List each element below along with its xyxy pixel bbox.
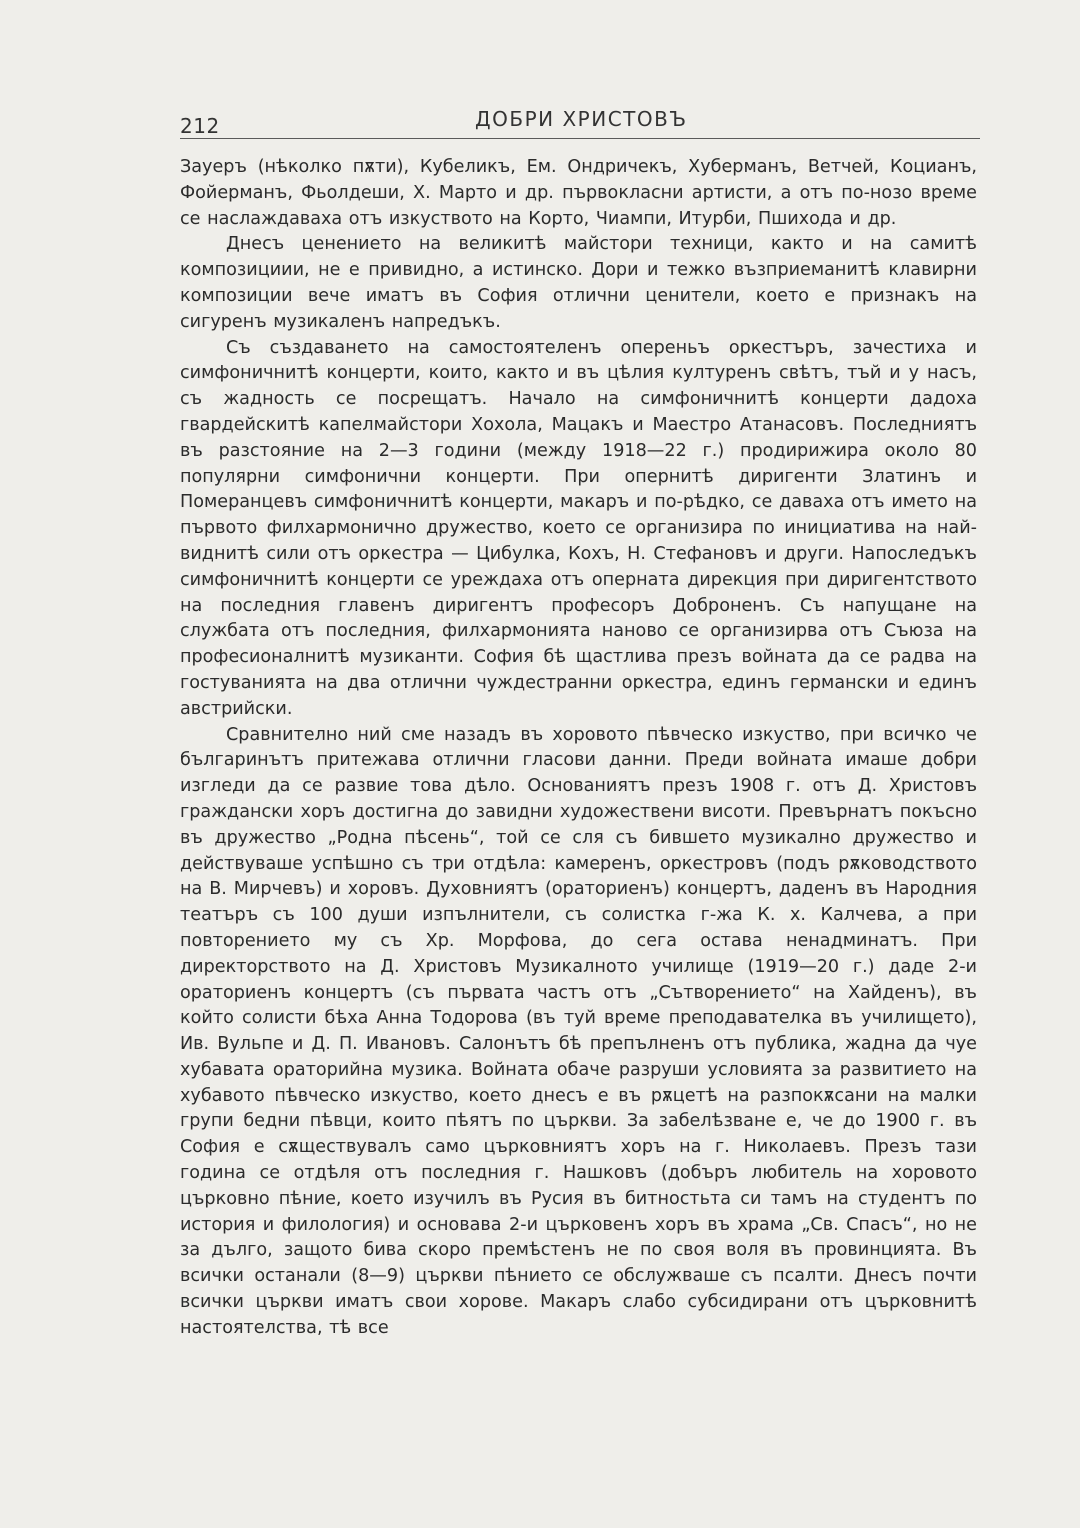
paragraph: Сравнително ний сме назадъ въ хоровото пѣвческо изкуство, при всичко че българинътъ притежава отлични гласови данни. Преди войната имаше добри изгледи да се развие това дѣло. Основаниятъ презъ 1908 г. отъ Д. Христовъ граждански хоръ достигна до завидни художествени висоти. Превърнатъ покъсно въ дружество „Родна пѣсень“, той се сля съ бившето музикално дружество и действуваше успѣшно съ три отдѣла: камеренъ, оркестровъ (подъ рѫководството на В. Мирчевъ) и хоровъ. Духовниятъ (ораториенъ) концертъ, даденъ въ Народния театъръ съ 100 души изпълнители, съ солистка г-жа К. х. Калчева, а при повторението му съ Хр. Морфова, до сега остава ненадминатъ. При директорството на Д. Христовъ Музикалното училище (1919—20 г.) даде 2-и ораториенъ концертъ (съ първата частъ отъ „Сътворението“ на Хайденъ), въ който солисти бѣха Анна Тодорова (въ туй време преподавателка въ училището), Ив. Вульпе и Д. П. Ивановъ. Салонътъ бѣ препълненъ отъ публика, жадна да чуе хубавата ораторийна музика. Войната обаче разруши условията за развитието на хубавото пѣвческо изкуство, което днесъ е въ рѫцетѣ на разпокѫсани на малки групи бедни пѣвци, които пѣятъ по църкви. За забелѣзване е, че до 1900 г. въ София е сѫществувалъ само църковниятъ хоръ на г. Николаевъ. Презъ тази година се отдѣля отъ последния г. Нашковъ (добъръ любитель на хоровото църковно пѣние, което изучилъ въ Русия въ битностьта си тамъ на студентъ по история и филология) и основава 2-и църковенъ хоръ въ храма „Св. Спасъ“, но не за дълго, защото бива скоро премѣстенъ не по своя воля въ провинцията. Въ всички останали (8—9) църкви пѣнието се обслужваше съ псалти. Днесъ почти всички църкви иматъ свои хорове. Макаръ слабо субсидирани отъ църковнитѣ настоятелства, тѣ все: [180, 724, 977, 1338]
page-number: 212: [180, 114, 220, 138]
paragraph-continued: Зауеръ (нѣколко пѫти), Кубеликъ, Ем. Ондричекъ, Хуберманъ, Ветчей, Коцианъ, Фойерманъ, Фьолдеши, Х. Марто и др. първокласни артисти, а отъ по-нозо време се наслаждаваха отъ изкуството на Корто, Чиампи, Итурби, Пшихода и др.: [180, 157, 977, 229]
paragraph: Съ създаването на самостоятеленъ опереньъ оркестъръ, зачестиха и симфоничнитѣ концерти, които, както и въ цѣлия културенъ свѣтъ, тъй и у насъ, съ жадность се посрещатъ. Начало на симфоничнитѣ концерти дадоха гвардейскитѣ капелмайстори Хохола, Мацакъ и Маестро Атанасовъ. Последниятъ въ разстояние на 2—3 години (между 1918—22 г.) продирижира около 80 популярни симфонични концерти. При опернитѣ диригенти Златинъ и Померанцевъ симфоничнитѣ концерти, макаръ и по-рѣдко, се даваха отъ името на първото филхармонично дружество, което се организира по инициатива на най-виднитѣ сили отъ оркестра — Цибулка, Кохъ, Н. Стефановъ и други. Напоследъкъ симфоничнитѣ концерти се уреждаха отъ оперната дирекция при диригентството на последния главенъ диригентъ професоръ Доброненъ. Съ напущане на службата отъ последния, филхармонията наново се организирва отъ Съюза на професионалнитѣ музиканти. София бѣ щастлива презъ войната да се радва на гостуванията на два отлични чуждестранни оркестра, единъ германски и единъ австрийски.: [180, 337, 977, 719]
running-title: ДОБРИ ХРИСТОВЪ: [475, 107, 688, 131]
running-header: [180, 104, 980, 139]
paragraph: Днесъ ценението на великитѣ майстори техници, както и на самитѣ композициии, не е привидно, а истинско. Дори и тежко възприеманитѣ клавирни композиции вече иматъ въ София отлични ценители, което е признакъ на сигуренъ музикаленъ напредъкъ.: [180, 234, 977, 332]
body-text: [180, 155, 977, 1342]
